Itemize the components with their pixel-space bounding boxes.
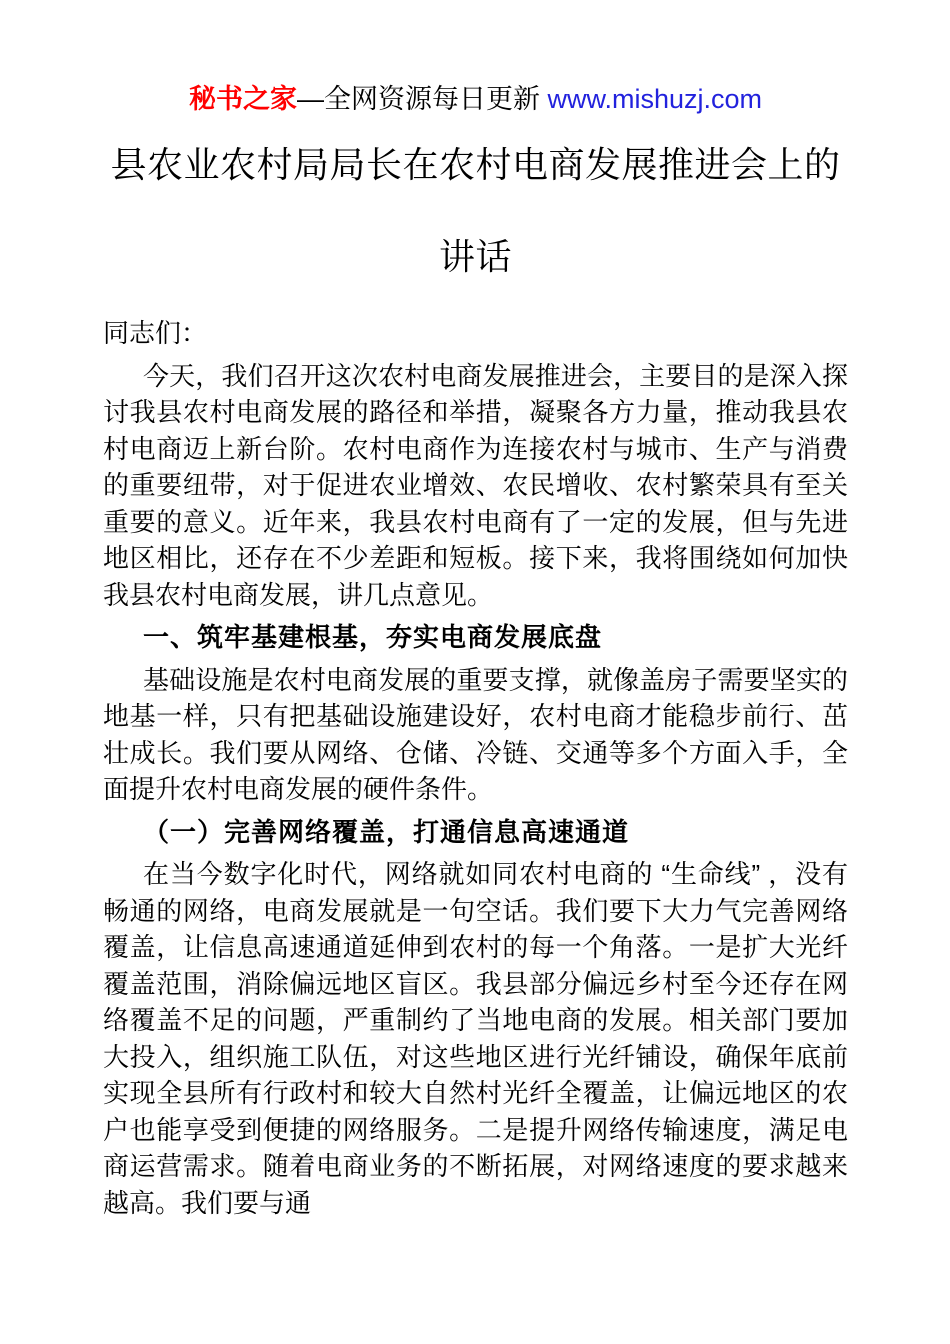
salutation: 同志们：: [103, 318, 208, 348]
document-title: [103, 119, 848, 303]
site-brand: 秘书之家: [188, 84, 297, 114]
paragraph-section-1-1: 在当今数字化时代，网络就如同农村电商的 “生命线” ，没有畅通的网络，电商发展就是一句空话。我们要下大力气完善网络覆盖，让信息高速通道延伸到农村的每一个角落。一是扩大光纤覆盖范围，消除偏远地区盲区。我县部分偏远乡村至今还存在网络覆盖不足的问题，严重制约了当地电商的发展。相关部门要加大投入，组织施工队伍，对这些地区进行光纤铺设，确保年底前实现全县所有行政村和较大自然村光纤全覆盖，让偏远地区的农户也能享受到便捷的网络服务。二是提升网络传输速度，满足电商运营需求。随着电商业务的不断拓展，对网络速度的要求越来越高。我们要与通: [103, 859, 848, 1218]
document-title-line-1: 县农业农村局局长在农村电商发展推进会上的: [110, 144, 841, 185]
paragraph-intro: 今天，我们召开这次农村电商发展推进会，主要目的是深入探讨我县农村电商发展的路径和举措，凝聚各方力量，推动我县农村电商迈上新台阶。农村电商作为连接农村与城市、生产与消费的重要纽带，对于促进农业增效、农民增收、农村繁荣具有至关重要的意义。近年来，我县农村电商有了一定的发展，但与先进地区相比，还存在不少差距和短板。接下来，我将围绕如何加快我县农村电商发展，讲几点意见。: [103, 360, 848, 610]
section-heading-1: 一、筑牢基建根基，夯实电商发展底盘: [143, 622, 603, 652]
site-tagline: —全网资源每日更新: [296, 84, 548, 114]
site-url-link[interactable]: www.mishuzj.com: [547, 84, 763, 114]
section-heading-1-1: （一）完善网络覆盖，打通信息高速通道: [143, 816, 630, 847]
document-title-line-2: 讲话: [438, 236, 512, 277]
paragraph-section-1: 基础设施是农村电商发展的重要支撑，就像盖房子需要坚实的地基一样，只有把基础设施建设好，农村电商才能稳步前行、茁壮成长。我们要从网络、仓储、冷链、交通等多个方面入手，全面提升农村电商发展的硬件条件。: [103, 664, 848, 804]
site-header: [103, 84, 848, 114]
